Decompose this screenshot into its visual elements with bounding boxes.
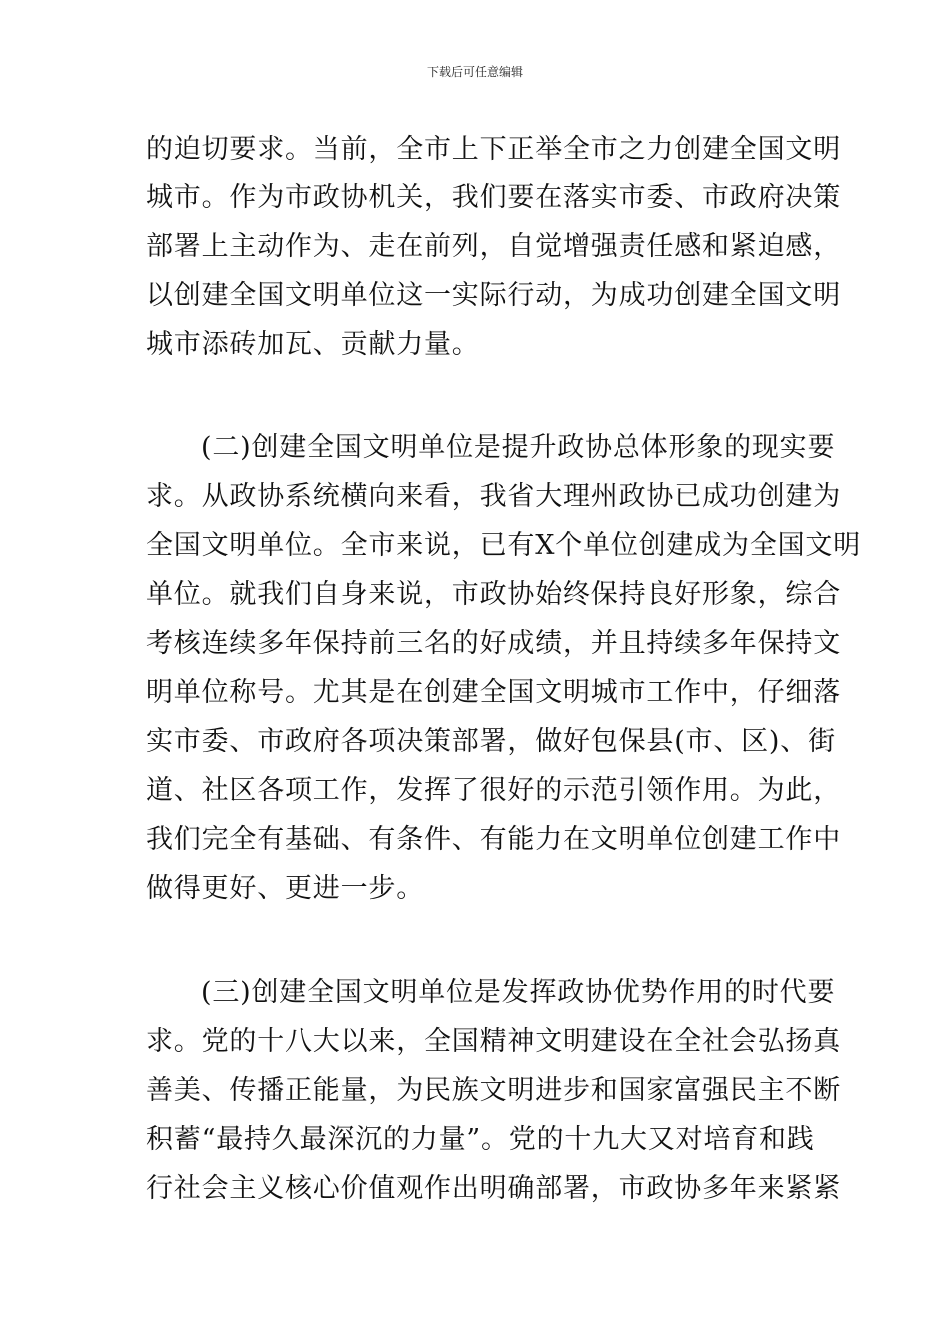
text-line: 我们完全有基础、有条件、有能力在文明单位创建工作中: [146, 824, 841, 855]
text-line: 求。党的十八大以来，全国精神文明建设在全社会弘扬真: [146, 1026, 841, 1057]
page-header: 下载后可任意编辑: [426, 65, 523, 79]
text-line: 的迫切要求。当前，全市上下正举全市之力创建全国文明: [146, 134, 841, 165]
text-line: 求。从政协系统横向来看，我省大理州政协已成功创建为: [146, 481, 841, 512]
text-line: 全国文明单位。全市来说，已有X个单位创建成为全国文明: [146, 530, 862, 561]
text-line: 考核连续多年保持前三名的好成绩，并且持续多年保持文: [146, 628, 841, 659]
text-line: 积蓄“最持久最深沉的力量”。党的十九大又对培育和践: [146, 1124, 815, 1155]
text-line: 道、社区各项工作，发挥了很好的示范引领作用。为此，: [146, 775, 841, 806]
text-line: 做得更好、更进一步。: [146, 873, 424, 904]
text-line: 善美、传播正能量，为民族文明进步和国家富强民主不断: [146, 1075, 841, 1106]
text-line: 部署上主动作为、走在前列，自觉增强责任感和紧迫感，: [146, 231, 841, 262]
text-line: (二)创建全国文明单位是提升政协总体形象的现实要: [201, 432, 836, 463]
text-line: 以创建全国文明单位这一实际行动，为成功创建全国文明: [146, 280, 841, 311]
text-line: 行社会主义核心价值观作出明确部署，市政协多年来紧紧: [146, 1173, 841, 1204]
text-line: 明单位称号。尤其是在创建全国文明城市工作中，仔细落: [146, 677, 841, 708]
text-line: (三)创建全国文明单位是发挥政协优势作用的时代要: [201, 977, 836, 1008]
text-line: 单位。就我们自身来说，市政协始终保持良好形象，综合: [146, 579, 841, 610]
text-line: 城市添砖加瓦、贡献力量。: [146, 329, 480, 360]
text-line: 实市委、市政府各项决策部署，做好包保县(市、区)、街: [146, 726, 836, 757]
text-line: 城市。作为市政协机关，我们要在落实市委、市政府决策: [146, 182, 841, 213]
